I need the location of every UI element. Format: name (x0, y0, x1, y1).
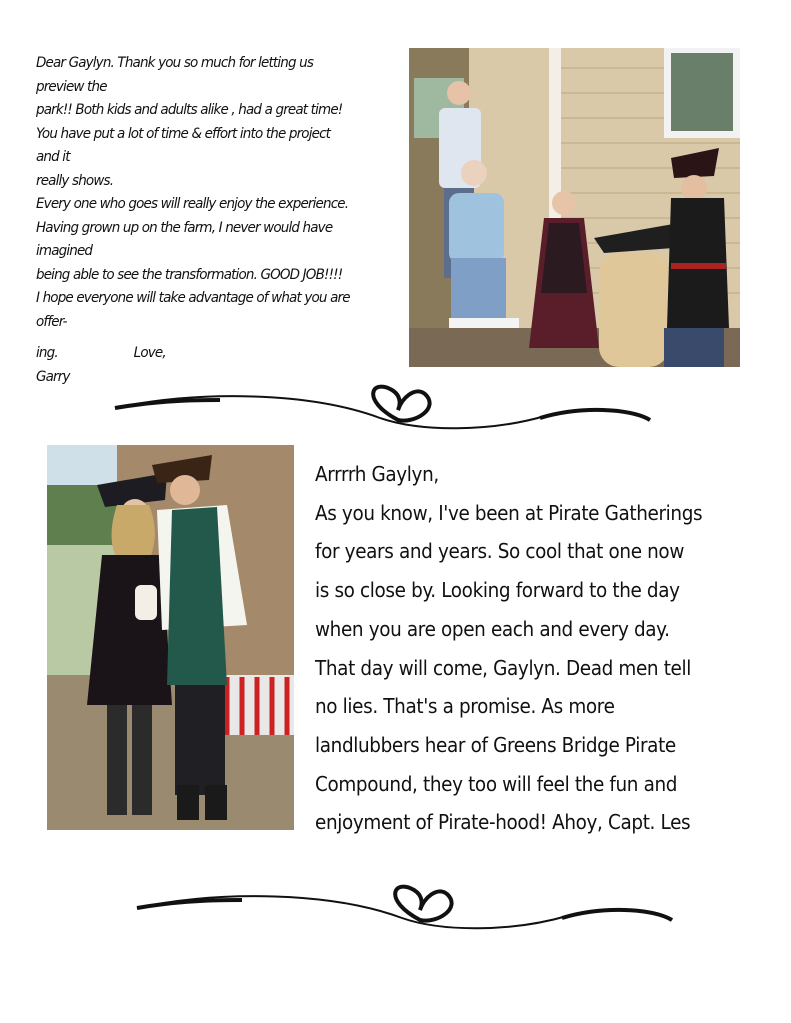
letter2-line: when you are open each and every day. (315, 616, 670, 641)
closing-row (36, 342, 352, 366)
photo-porch-group (409, 48, 740, 367)
letter2-line: Arrrrh Gaylyn, (315, 462, 439, 486)
letter1-line: being able to see the transformation. GOOD JOB!!!! (36, 266, 343, 283)
heart-flourish-divider (110, 380, 655, 444)
letter2-line: enjoyment of Pirate-hood! Ahoy, Capt. Les (315, 810, 691, 835)
letter2-line: As you know, I've been at Pirate Gatherings (315, 500, 703, 525)
heart-flourish-divider (132, 880, 677, 944)
letter2-line: no lies. That's a promise. As more (315, 694, 615, 719)
letter1-line: You have put a lot of time & effort into the project and it (36, 125, 331, 165)
letter2-line: Compound, they too will feel the fun and (315, 771, 678, 796)
letter1-closing: Love, (133, 345, 166, 361)
letter-capt-les (315, 455, 729, 842)
letter1-line: really shows. (36, 172, 114, 189)
letter-garry (36, 52, 352, 389)
letter1-line: I hope everyone will take advantage of what you are offer- (36, 290, 350, 330)
letter2-line: for years and years. So cool that one now (315, 539, 685, 564)
letter2-line: landlubbers hear of Greens Bridge Pirate (315, 732, 676, 757)
letter1-line: Every one who goes will really enjoy the experience. (36, 196, 349, 212)
letter1-line: park!! Both kids and adults alike , had a great time! (36, 102, 343, 118)
letter1-line: Dear Gaylyn. Thank you so much for letting us preview the (36, 55, 314, 95)
letter2-line: is so close by. Looking forward to the day (315, 578, 680, 603)
letter1-last-fragment: ing. (36, 345, 58, 361)
letter1-line: Having grown up on the farm, I never would have imagined (36, 219, 333, 259)
letter1-signature: Garry (36, 368, 70, 385)
photo-pirate-couple (47, 445, 294, 830)
letter2-line: That day will come, Gaylyn. Dead men tell (315, 655, 691, 680)
